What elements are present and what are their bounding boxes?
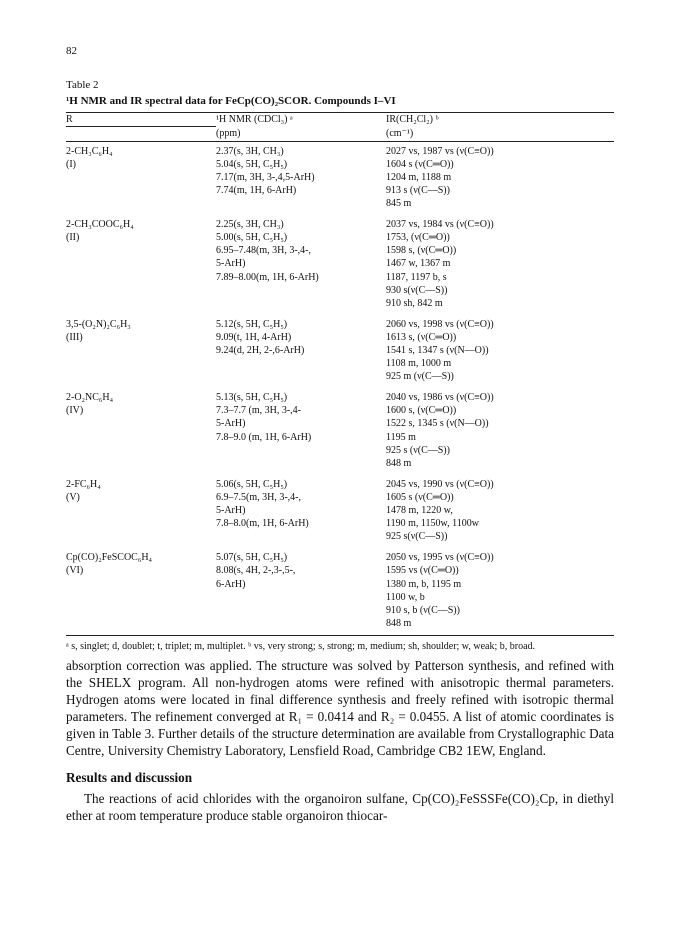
spectral-data-table: [66, 112, 614, 636]
ir-cell-line: 1600 s, (ν(C═O)): [386, 405, 457, 417]
substituent-cell-line: 2-CH₃C₆H₄: [66, 145, 113, 157]
table-block: [66, 78, 614, 653]
ir-cell-line: 1613 s, (ν(C═O)): [386, 331, 457, 343]
nmr-cell-line: 7.89–8.00(m, 1H, 6-ArH): [216, 271, 319, 283]
ir-cell-line: 1195 m: [386, 431, 416, 443]
ir-cell-line: 1595 vs (ν(C═O)): [386, 565, 459, 577]
substituent-cell: [66, 388, 216, 475]
nmr-cell-line: 6-ArH): [216, 578, 246, 590]
ir-cell-line: 925 s (ν(C—S)): [386, 444, 450, 456]
nmr-cell-line: 7.8–8.0(m, 1H, 6-ArH): [216, 518, 309, 530]
nmr-cell: [216, 475, 386, 548]
section-heading: Results and discussion: [66, 770, 193, 785]
nmr-cell-line: 5-ArH): [216, 505, 246, 517]
ir-cell: [386, 475, 614, 548]
nmr-cell-line: 7.8–9.0 (m, 1H, 6-ArH): [216, 431, 312, 443]
header-ir-unit: (cm⁻¹): [386, 127, 614, 142]
substituent-cell-line: 2-CH₃COOC₆H₄: [66, 219, 134, 231]
nmr-cell-line: 5.13(s, 5H, C₅H₅): [216, 392, 288, 404]
paragraph: The reactions of acid chlorides with the organoiron sulfane, Cp(CO)₂FeSSSFe(CO)₂Cp, in diethyl ether at room temperature produce stable organoiron thiocar-: [66, 791, 614, 823]
substituent-cell-line: (V): [66, 491, 80, 503]
ir-cell-line: 1187, 1197 b, s: [386, 271, 447, 283]
ir-cell-line: 930 s(ν(C—S)): [386, 284, 448, 296]
nmr-cell: [216, 315, 386, 388]
header-r: R: [66, 113, 216, 127]
ir-cell: [386, 548, 614, 635]
table-body: [66, 141, 614, 635]
substituent-cell: [66, 215, 216, 315]
ir-cell-line: 2027 vs, 1987 vs (ν(C≡O)): [386, 145, 494, 157]
nmr-cell-line: 5-ArH): [216, 418, 246, 430]
ir-cell-line: 1753, (ν(C═O)): [386, 232, 450, 244]
substituent-cell-line: Cp(CO)₂FeSCOC₆H₄: [66, 552, 153, 564]
nmr-cell-line: 5.07(s, 5H, C₅H₅): [216, 552, 288, 564]
table-row: [66, 141, 614, 215]
substituent-cell: [66, 475, 216, 548]
nmr-cell-line: 5-ArH): [216, 258, 246, 270]
header-nmr: ¹H NMR (CDCl₃) ᵃ: [216, 113, 386, 127]
nmr-cell-line: 7.3–7.7 (m, 3H, 3-,4-: [216, 405, 301, 417]
table-footnote: ᵃ s, singlet; d, doublet; t, triplet; m, multiplet. ᵇ vs, very strong; s, strong; m, medium; sh, shoulder; w, weak; b, broad.: [66, 640, 536, 652]
ir-cell-line: 2050 vs, 1995 vs (ν(C≡O)): [386, 552, 494, 564]
table-label: Table 2: [66, 79, 99, 91]
table-row: [66, 475, 614, 548]
ir-cell-line: 848 m: [386, 617, 412, 629]
substituent-cell-line: (IV): [66, 405, 84, 417]
table-caption: ¹H NMR and IR spectral data for FeCp(CO)₂SCOR. Compounds I–VI: [66, 95, 396, 107]
ir-cell-line: 925 m (ν(C—S)): [386, 371, 454, 383]
nmr-cell-line: 9.24(d, 2H, 2-,6-ArH): [216, 345, 305, 356]
nmr-cell-line: 2.37(s, 3H, CH₃): [216, 145, 284, 157]
ir-cell: [386, 215, 614, 315]
ir-cell-line: 1190 m, 1150w, 1100w: [386, 518, 479, 530]
substituent-cell-line: 2-O₂NC₆H₄: [66, 392, 114, 404]
ir-cell-line: 2060 vs, 1998 vs (ν(C≡O)): [386, 318, 494, 330]
ir-cell-line: 913 s (ν(C—S)): [386, 184, 450, 196]
nmr-cell-line: 6.9–7.5(m, 3H, 3-,4-,: [216, 491, 301, 503]
nmr-cell-line: 7.17(m, 3H, 3-,4,5-ArH): [216, 171, 315, 183]
nmr-cell-line: 6.95–7.48(m, 3H, 3-,4-,: [216, 245, 311, 257]
nmr-cell-line: 5.00(s, 5H, C₅H₅): [216, 232, 288, 244]
ir-cell-line: 925 s(ν(C—S)): [386, 531, 448, 543]
ir-cell-line: 2045 vs, 1990 vs (ν(C≡O)): [386, 478, 494, 490]
substituent-cell-line: (II): [66, 232, 80, 244]
ir-cell-line: 1380 m, b, 1195 m: [386, 578, 462, 590]
substituent-cell-line: (VI): [66, 565, 84, 577]
ir-cell: [386, 141, 614, 215]
table-row: [66, 548, 614, 635]
nmr-cell: [216, 388, 386, 475]
header-nmr-unit: (ppm): [216, 127, 386, 142]
ir-cell-line: 910 sh, 842 m: [386, 297, 443, 309]
ir-cell-line: 1604 s (ν(C═O)): [386, 158, 454, 170]
nmr-cell-line: 5.04(s, 5H, C₅H₅): [216, 158, 288, 170]
ir-cell: [386, 388, 614, 475]
substituent-cell-line: 3,5-(O₂N)₂C₆H₃: [66, 318, 131, 330]
ir-cell-line: 1605 s (ν(C═O)): [386, 491, 454, 503]
ir-cell-line: 2037 vs, 1984 vs (ν(C≡O)): [386, 219, 494, 231]
substituent-cell-line: (III): [66, 331, 83, 343]
ir-cell-line: 1598 s, (ν(C═O)): [386, 245, 457, 257]
substituent-cell: [66, 315, 216, 388]
ir-cell-line: 2040 vs, 1986 vs (ν(C≡O)): [386, 392, 494, 404]
nmr-cell-line: 2.25(s, 3H, CH₃): [216, 219, 284, 231]
substituent-cell-line: 2-FC₆H₄: [66, 478, 101, 490]
table-row: [66, 215, 614, 315]
substituent-cell-line: (I): [66, 158, 76, 170]
ir-cell: [386, 315, 614, 388]
nmr-cell-line: 5.06(s, 5H, C₅H₅): [216, 478, 288, 490]
page-number: 82: [66, 45, 77, 57]
ir-cell-line: 1541 s, 1347 s (ν(N—O)): [386, 345, 489, 356]
ir-cell-line: 1204 m, 1188 m: [386, 171, 452, 183]
substituent-cell: [66, 141, 216, 215]
ir-cell-line: 845 m: [386, 198, 412, 210]
body-text: [66, 657, 614, 824]
nmr-cell-line: 7.74(m, 1H, 6-ArH): [216, 184, 297, 196]
nmr-cell: [216, 548, 386, 635]
ir-cell-line: 1100 w, b: [386, 591, 425, 603]
ir-cell-line: 910 s, b (ν(C—S)): [386, 604, 460, 616]
ir-cell-line: 1522 s, 1345 s (ν(N—O)): [386, 418, 489, 430]
nmr-cell-line: 5.12(s, 5H, C₅H₅): [216, 318, 288, 330]
substituent-cell: [66, 548, 216, 635]
nmr-cell-line: 8.08(s, 4H, 2-,3-,5-,: [216, 565, 296, 577]
ir-cell-line: 1467 w, 1367 m: [386, 258, 451, 270]
nmr-cell: [216, 141, 386, 215]
ir-cell-line: 1108 m, 1000 m: [386, 358, 452, 370]
table-row: [66, 388, 614, 475]
header-ir: IR(CH₂Cl₂) ᵇ: [386, 113, 614, 127]
ir-cell-line: 1478 m, 1220 w,: [386, 505, 453, 517]
nmr-cell-line: 9.09(t, 1H, 4-ArH): [216, 331, 292, 343]
paragraph: absorption correction was applied. The structure was solved by Patterson synthesis, and refined with the SHELX program. All non-hydrogen atoms were refined with anisotropic thermal parameters. Hydrogen atoms were located in final difference synthesis and freely refined with isotropic thermal parameters. The refinement converged at R₁ = 0.0414 and R₂ = 0.0455. A list of atomic coordinates is given in Table 3. Further details of the structure determination are available from Crystallographic Data Centre, University Chemistry Laboratory, Lensfield Road, Cambridge CB2 1EW, England.: [66, 658, 614, 758]
nmr-cell: [216, 215, 386, 315]
table-row: [66, 315, 614, 388]
ir-cell-line: 848 m: [386, 457, 412, 469]
